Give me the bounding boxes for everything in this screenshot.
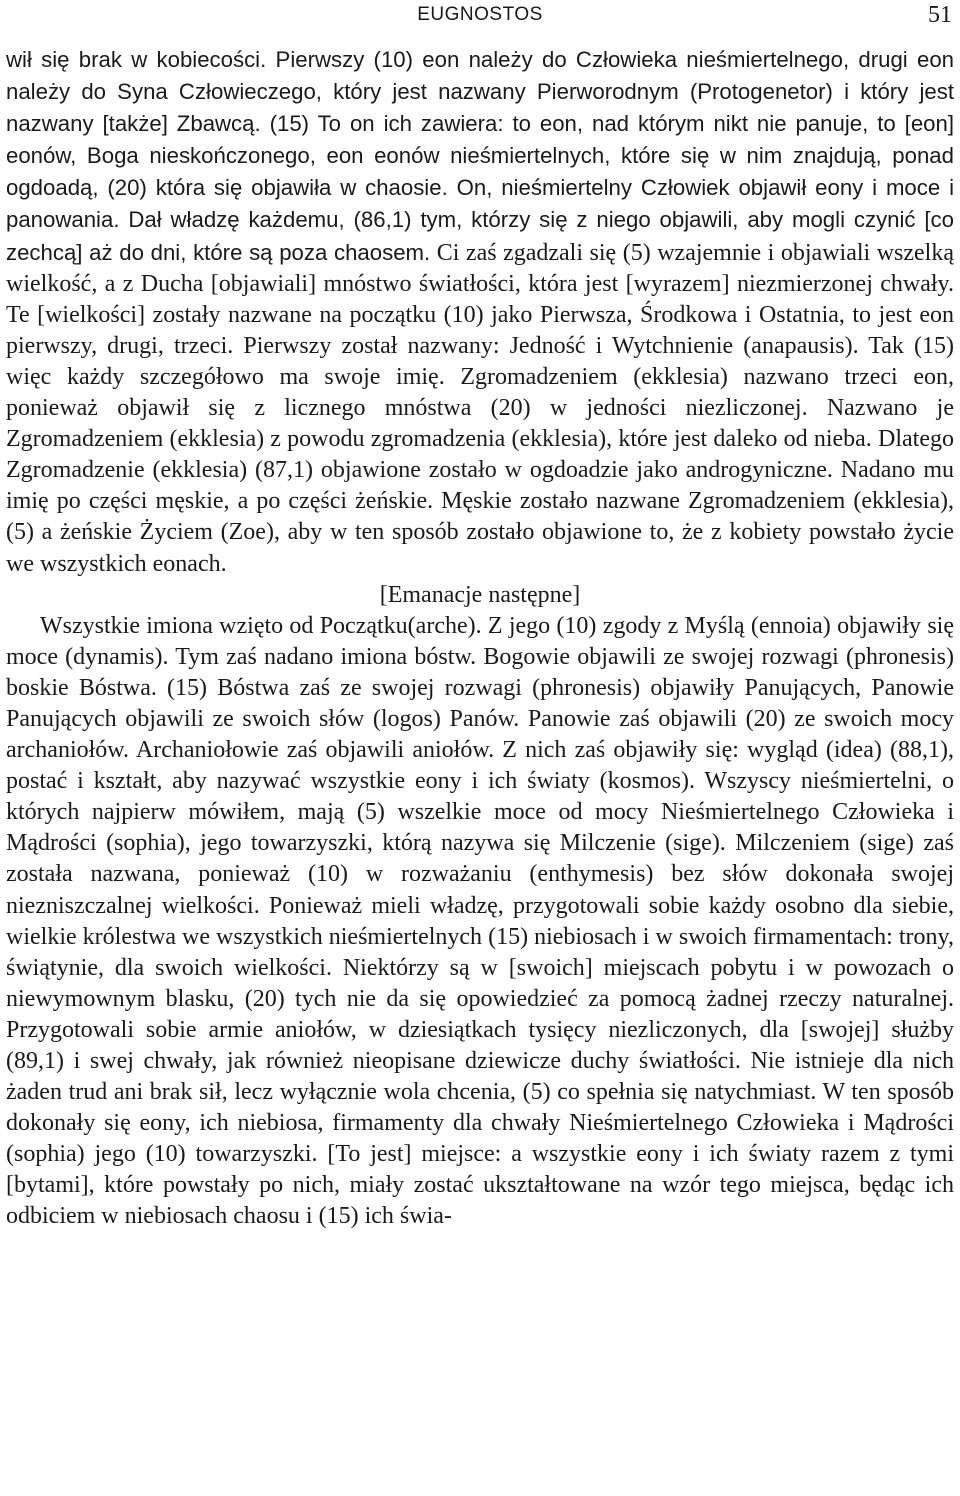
paragraph-emanations: Wszystkie imiona wzięto od Początku(arche). Z jego (10) zgody z Myślą (ennoia) objawiły się moce (dynamis). Tym zaś nadano imiona bóstw. Bogowie objawili ze swojej rozwagi (phronesis) boskie Bóstwa. (15) Bóstwa zaś ze swojej rozwagi (phronesis) objawiły Panujących, Panowie Panujących objawili ze swoich słów (logos) Panów. Panowie zaś objawili (20) ze swoich mocy archaniołów. Archaniołowie zaś objawili aniołów. Z nich zaś objawiły się: wygląd (idea) (88,1), postać i kształt, aby nazywać wszystkie eony i ich światy (kosmos). Wszyscy nieśmiertelni, o których najpierw mówiłem, mają (5) wszelkie moce od mocy Nieśmiertelnego Człowieka i Mądrości (sophia), jego towarzyszki, którą nazywa się Milczenie (sige). Milczeniem (sige) zaś została nazwana, ponieważ (10) w rozważaniu (enthymesis) bez słów dokonała swojej niezniszczalnej wielkości. Ponieważ mieli władzę, przygotowali sobie każdy osobno dla siebie, wielkie królestwa we wszystkich nieśmiertelnych (15) niebiosach i w swoich firmamentach: trony, świątynie, dla swoich wielkości. Niektórzy są w [swoich] miejscach pobytu i w powozach o niewymownym blasku, (20) tych nie da się opowiedzieć za pomocą żadnej rzeczy naturalnej. Przygotowali sobie armie aniołów, w dziesiątkach tysięcy niezliczonych, dla [swojej] służby (89,1) i swej chwały, jak również nieopisane dziewicze duchy światłości. Nie istnieje dla nich żaden trud ani brak sił, lecz wyłącznie wola chcenia, (5) co spełnia się natychmiast. W ten sposób dokonały się eony, ich niebiosa, firmamenty dla chwały Nieśmiertelnego Człowieka i Mądrości (sophia) jego (10) towarzyszki. [To jest] miejsce: a wszystkie eony i ich światy razem z tymi [bytami], które powstały po nich, miały zostać ukształtowane na wzór tego miejsca, będąc ich odbiciem w niebiosach chaosu i (15) ich świa-: [6, 612, 954, 1230]
paragraph-ekklesia: [6, 44, 954, 580]
paragraph-sans-segment: wił się brak w kobiecości. Pierwszy (10) eon należy do Człowieka nieśmiertelnego, drugi eon należy do Syna Człowieczego, który jest nazwany Pierworodnym (Protogenetor) i który jest nazwany [także] Zbawcą. (15) To on ich zawiera: to eon, nad którym nikt nie panuje, to [eon] eonów, Boga nieskończonego, eon eonów nieśmiertelnych, które się w nim znajdują, ponad ogdoadą, (20) która się objawiła w chaosie. On, nieśmiertelny Człowiek objawił eony i moce i panowania. Dał władzę każdemu, (86,1) tym, którzy się z niego objawili, aby mogli czynić [co zechcą] aż do dni, które są poza chaosem.: [6, 47, 954, 265]
section-heading: [Emanacje następne]: [379, 581, 581, 608]
page-number: 51: [928, 2, 952, 28]
paragraph-serif-segment: Ci zaś zgadzali się (5) wzajemnie i objawiali wszelką wielkość, a z Ducha [objawiali] mnóstwo światłości, która jest [wyrazem] niezmierzonej chwały. Te [wielkości] zostały nazwane na początku (10) jako Pierwsza, Środkowa i Ostatnia, to jest eon pierwszy, drugi, trzeci. Pierwszy został nazwany: Jedność i Wytchnienie (anapausis). Tak (15) więc każdy szczegółowo ma swoje imię. Zgromadzeniem (ekklesia) nazwano trzeci eon, ponieważ objawił się z licznego mnóstwa (20) w jedności niezliczonej. Nazwano je Zgromadzeniem (ekklesia) z powodu zgromadzenia (ekklesia), które jest daleko od nieba. Dlatego Zgromadzenie (ekklesia) (87,1) objawione zostało w ogdoadzie jako androgyniczne. Nadano mu imię po części męskie, a po części żeńskie. Męskie zostało nazwane Zgromadzeniem (ekklesia), (5) a żeńskie Życiem (Zoe), aby w ten sposób zostało objawione to, że z kobiety powstało życie we wszystkich eonach.: [6, 239, 954, 577]
running-header: [6, 2, 954, 32]
book-page: [6, 0, 954, 1496]
running-title: EUGNOSTOS: [417, 4, 543, 25]
text-body: [6, 44, 954, 1233]
